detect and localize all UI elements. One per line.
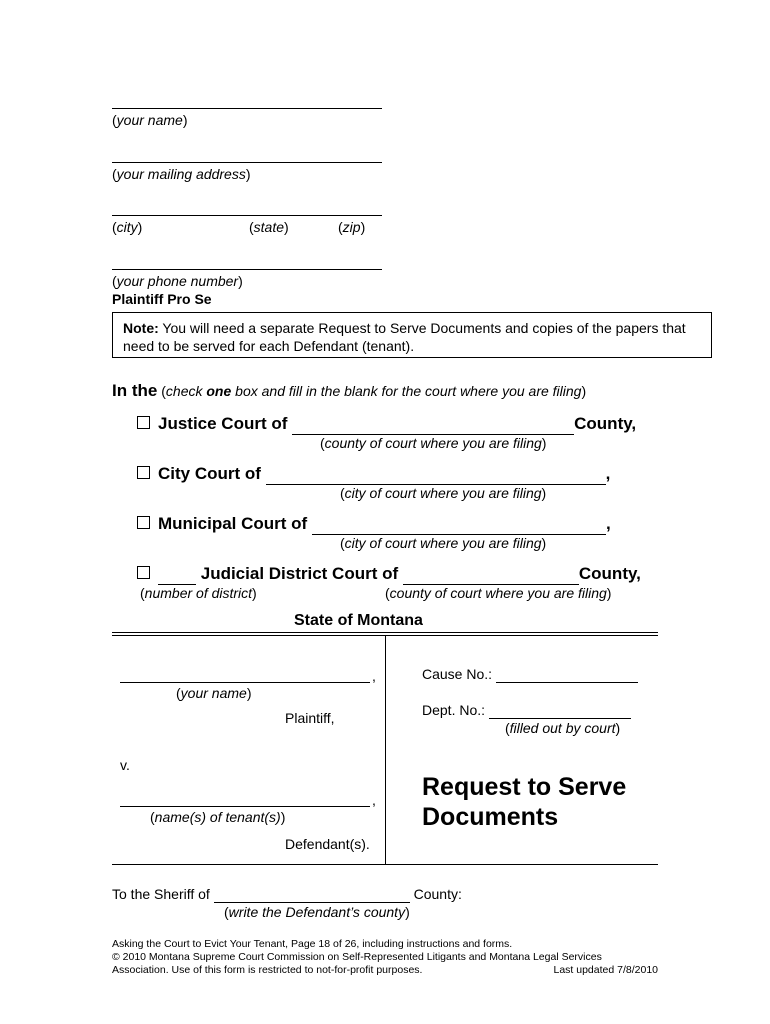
note-label: Note:	[123, 320, 159, 336]
justice-hint: (county of court where you are filing)	[320, 435, 547, 451]
caption-bottom-rule	[112, 864, 658, 865]
address-line[interactable]	[112, 162, 382, 163]
footer	[112, 938, 658, 977]
municipal-court-checkbox[interactable]	[137, 516, 150, 529]
justice-court-row: Justice Court of County,	[137, 414, 636, 435]
district-county-hint: (county of court where you are filing)	[385, 585, 612, 601]
municipal-court-hint: (city of court where you are filing)	[340, 535, 547, 551]
note-box	[112, 312, 712, 358]
dept-no-field[interactable]	[489, 702, 631, 719]
court-instructions: In the (check one box and fill in the blank for the court where you are filing)	[112, 381, 587, 400]
versus-label: v.	[120, 757, 130, 773]
footer-line-2: © 2010 Montana Supreme Court Commission on Self-Represented Litigants and Montana Legal Services	[112, 951, 602, 963]
zip-hint: (zip)	[338, 219, 366, 235]
plaintiff-name-hint: (your name)	[176, 685, 252, 701]
plaintiff-name-line[interactable]	[120, 682, 370, 683]
tenant-name-line[interactable]	[120, 806, 370, 807]
dept-no-row: Dept. No.:	[422, 702, 631, 719]
mailing-address-hint: (your mailing address)	[112, 166, 251, 182]
footer-line-1: Asking the Court to Evict Your Tenant, Page 18 of 26, including instructions and forms.	[112, 938, 513, 950]
sheriff-county-field[interactable]	[214, 886, 410, 903]
city-court-row: City Court of ,	[137, 464, 610, 485]
city-hint: (city)	[112, 219, 143, 235]
sheriff-row: To the Sheriff of County:	[112, 886, 462, 902]
justice-court-checkbox[interactable]	[137, 416, 150, 429]
sheriff-hint: (write the Defendant’s county)	[224, 904, 410, 920]
caption-divider	[385, 636, 386, 864]
state-hint: (state)	[249, 219, 289, 235]
justice-county-field[interactable]	[292, 414, 574, 435]
phone-hint: (your phone number)	[112, 273, 243, 289]
municipal-court-field[interactable]	[312, 514, 606, 535]
your-name-hint: (your name)	[112, 112, 188, 128]
plaintiff-label: Plaintiff,	[285, 710, 335, 726]
filled-by-court-hint: (filled out by court)	[505, 720, 621, 736]
plaintiff-comma: ,	[372, 668, 376, 684]
city-court-hint: (city of court where you are filing)	[340, 485, 547, 501]
cause-no-field[interactable]	[496, 666, 638, 683]
form-title: Request to Serve Documents	[422, 773, 627, 831]
city-court-field[interactable]	[266, 464, 606, 485]
city-state-zip-line[interactable]	[112, 215, 382, 216]
municipal-court-row: Municipal Court of ,	[137, 514, 611, 535]
district-number-hint: (number of district)	[140, 585, 257, 601]
district-court-row: Judicial District Court of County,	[137, 564, 641, 585]
cause-no-row: Cause No.:	[422, 666, 638, 683]
footer-updated: Last updated 7/8/2010	[553, 964, 658, 976]
district-number-field[interactable]	[158, 564, 196, 585]
tenant-hint: (name(s) of tenant(s))	[150, 809, 286, 825]
state-title: State of Montana	[294, 612, 423, 629]
note-text: You will need a separate Request to Serve Documents and copies of the papers that need to be served for each Defendant (tenant).	[123, 320, 686, 354]
city-court-checkbox[interactable]	[137, 466, 150, 479]
plaintiff-pro-se: Plaintiff Pro Se	[112, 291, 212, 307]
district-court-checkbox[interactable]	[137, 566, 150, 579]
district-county-field[interactable]	[403, 564, 579, 585]
rule-top-1	[112, 632, 658, 633]
in-the-label: In the	[112, 381, 158, 400]
phone-line[interactable]	[112, 269, 382, 270]
tenant-comma: ,	[372, 792, 376, 808]
footer-line-3: Association. Use of this form is restricted to not-for-profit purposes.	[112, 964, 423, 976]
defendant-label: Defendant(s).	[285, 836, 370, 852]
footer-line-3-row	[112, 964, 658, 977]
name-line[interactable]	[112, 108, 382, 109]
